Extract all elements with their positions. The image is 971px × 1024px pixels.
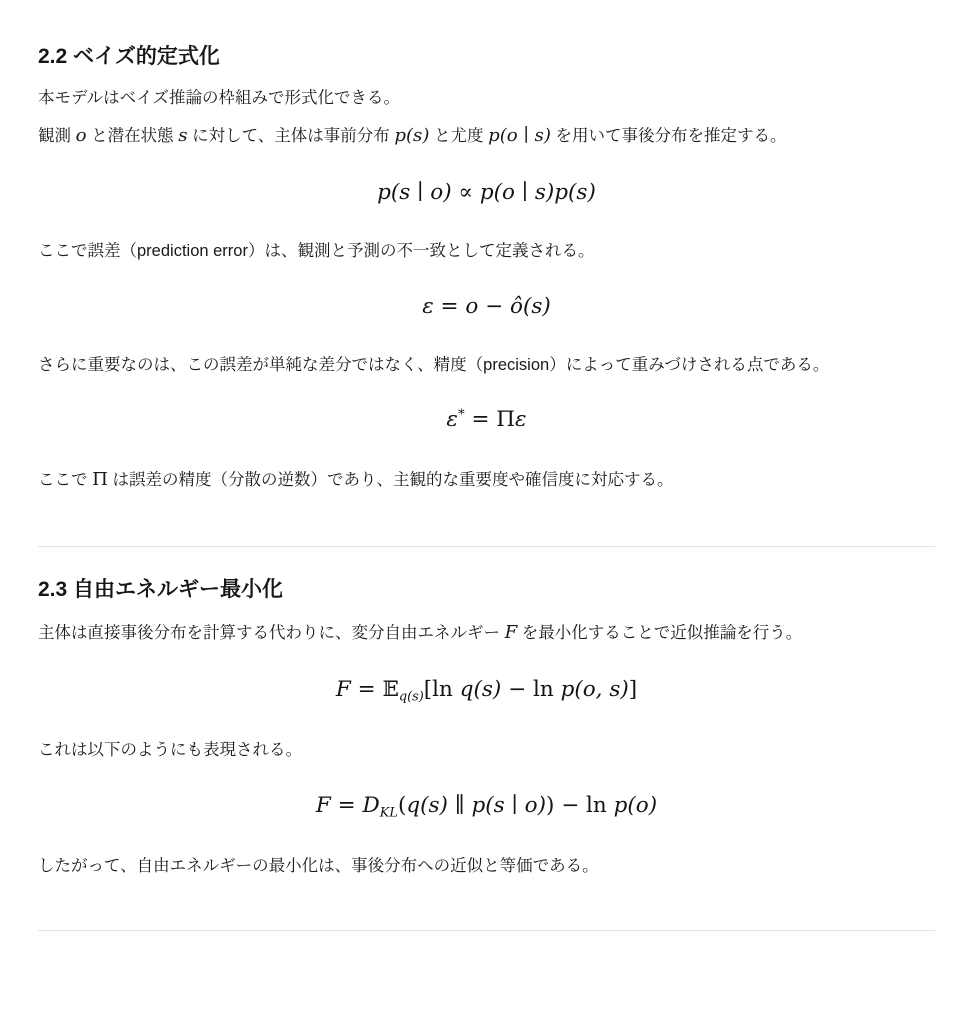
math-inline: p(o ∣ s) [488, 125, 551, 147]
math-roman: Π [92, 468, 108, 490]
math-inline: p(o) [613, 792, 658, 818]
math-roman: − ln [501, 676, 561, 702]
math-roman: = Π [464, 406, 516, 432]
math-inline: ε [515, 406, 527, 432]
text-run: に対して、主体は事前分布 [187, 127, 395, 146]
paragraph-prediction-error [38, 233, 935, 269]
text-run: は誤差の精度（分散の逆数）であり、主観的な重要度や確信度に対応する。 [107, 470, 674, 489]
math-inline: p(s ∣ o) ∝ p(o ∣ s)p(s) [377, 180, 596, 206]
math-roman: = 𝔼 [350, 676, 399, 702]
text-run: したがって、自由エネルギーの最小化は、事後分布への近似と等価である。 [38, 857, 599, 875]
math-roman: ] [628, 676, 638, 702]
math-subscript: q(s) [398, 689, 424, 705]
math-roman: [ln [423, 676, 460, 702]
math-inline: o [75, 125, 87, 147]
section-heading-2-2: 2.2 ベイズ的定式化 [38, 45, 220, 68]
section-divider [38, 546, 935, 547]
paragraph-bayes-intro [38, 80, 935, 156]
section-divider-bottom [38, 930, 935, 931]
text-run: 本モデルはベイズ推論の枠組みで形式化できる。 [38, 89, 401, 107]
formula-bayes-posterior [38, 180, 935, 205]
paragraph-alt-expression [38, 732, 935, 768]
math-inline: p(s) [394, 125, 430, 147]
formula-variational-free-energy [38, 677, 935, 705]
math-roman: ) [545, 792, 555, 818]
math-inline: F [315, 792, 331, 818]
math-inline: ε = o − ô(s) [422, 293, 551, 319]
math-inline: p(o, s) [560, 676, 629, 702]
math-roman: ∥ [447, 792, 472, 818]
text-run: ここで誤差（prediction error）は、観測と予測の不一致として定義される。 [38, 242, 595, 261]
math-subscript: KL [379, 805, 398, 820]
formula-precision-weighted-error [38, 407, 935, 432]
text-run: ここで [38, 470, 93, 489]
formula-prediction-error [38, 294, 935, 319]
section-heading-2-3: 2.3 自由エネルギー最小化 [38, 577, 284, 601]
math-inline: F [335, 676, 351, 702]
math-inline: q(s) [406, 792, 448, 818]
math-roman: − ln [554, 792, 614, 818]
text-run: さらに重要なのは、この誤差が単純な差分ではなく、精度（precision）によって重みづけされる点である。 [38, 355, 830, 374]
text-run: 観測 [38, 127, 76, 146]
text-run: と尤度 [429, 127, 489, 146]
math-inline: ε [446, 406, 458, 432]
text-run: を用いて事後分布を推定する。 [550, 127, 787, 146]
math-inline: F [504, 621, 518, 643]
math-superscript: * [457, 407, 465, 423]
math-inline: D [362, 792, 380, 818]
math-inline: q(s) [459, 676, 502, 702]
math-roman: = [330, 792, 363, 818]
formula-kl-decomposition [38, 793, 935, 821]
text-run: 主体は直接事後分布を計算する代わりに、変分自由エネルギー [38, 623, 505, 642]
paragraph-conclusion [38, 848, 935, 884]
text-run: と潜在状態 [86, 127, 179, 146]
text-run: これは以下のようにも表現される。 [38, 741, 302, 760]
paragraph-vfe-intro [38, 613, 935, 653]
text-run: を最小化することで近似推論を行う。 [517, 623, 803, 642]
paragraph-pi-definition [38, 460, 935, 500]
math-roman: ( [397, 792, 407, 818]
paragraph-precision [38, 347, 935, 383]
math-inline: p(s ∣ o) [471, 792, 546, 818]
math-inline: s [178, 125, 188, 147]
